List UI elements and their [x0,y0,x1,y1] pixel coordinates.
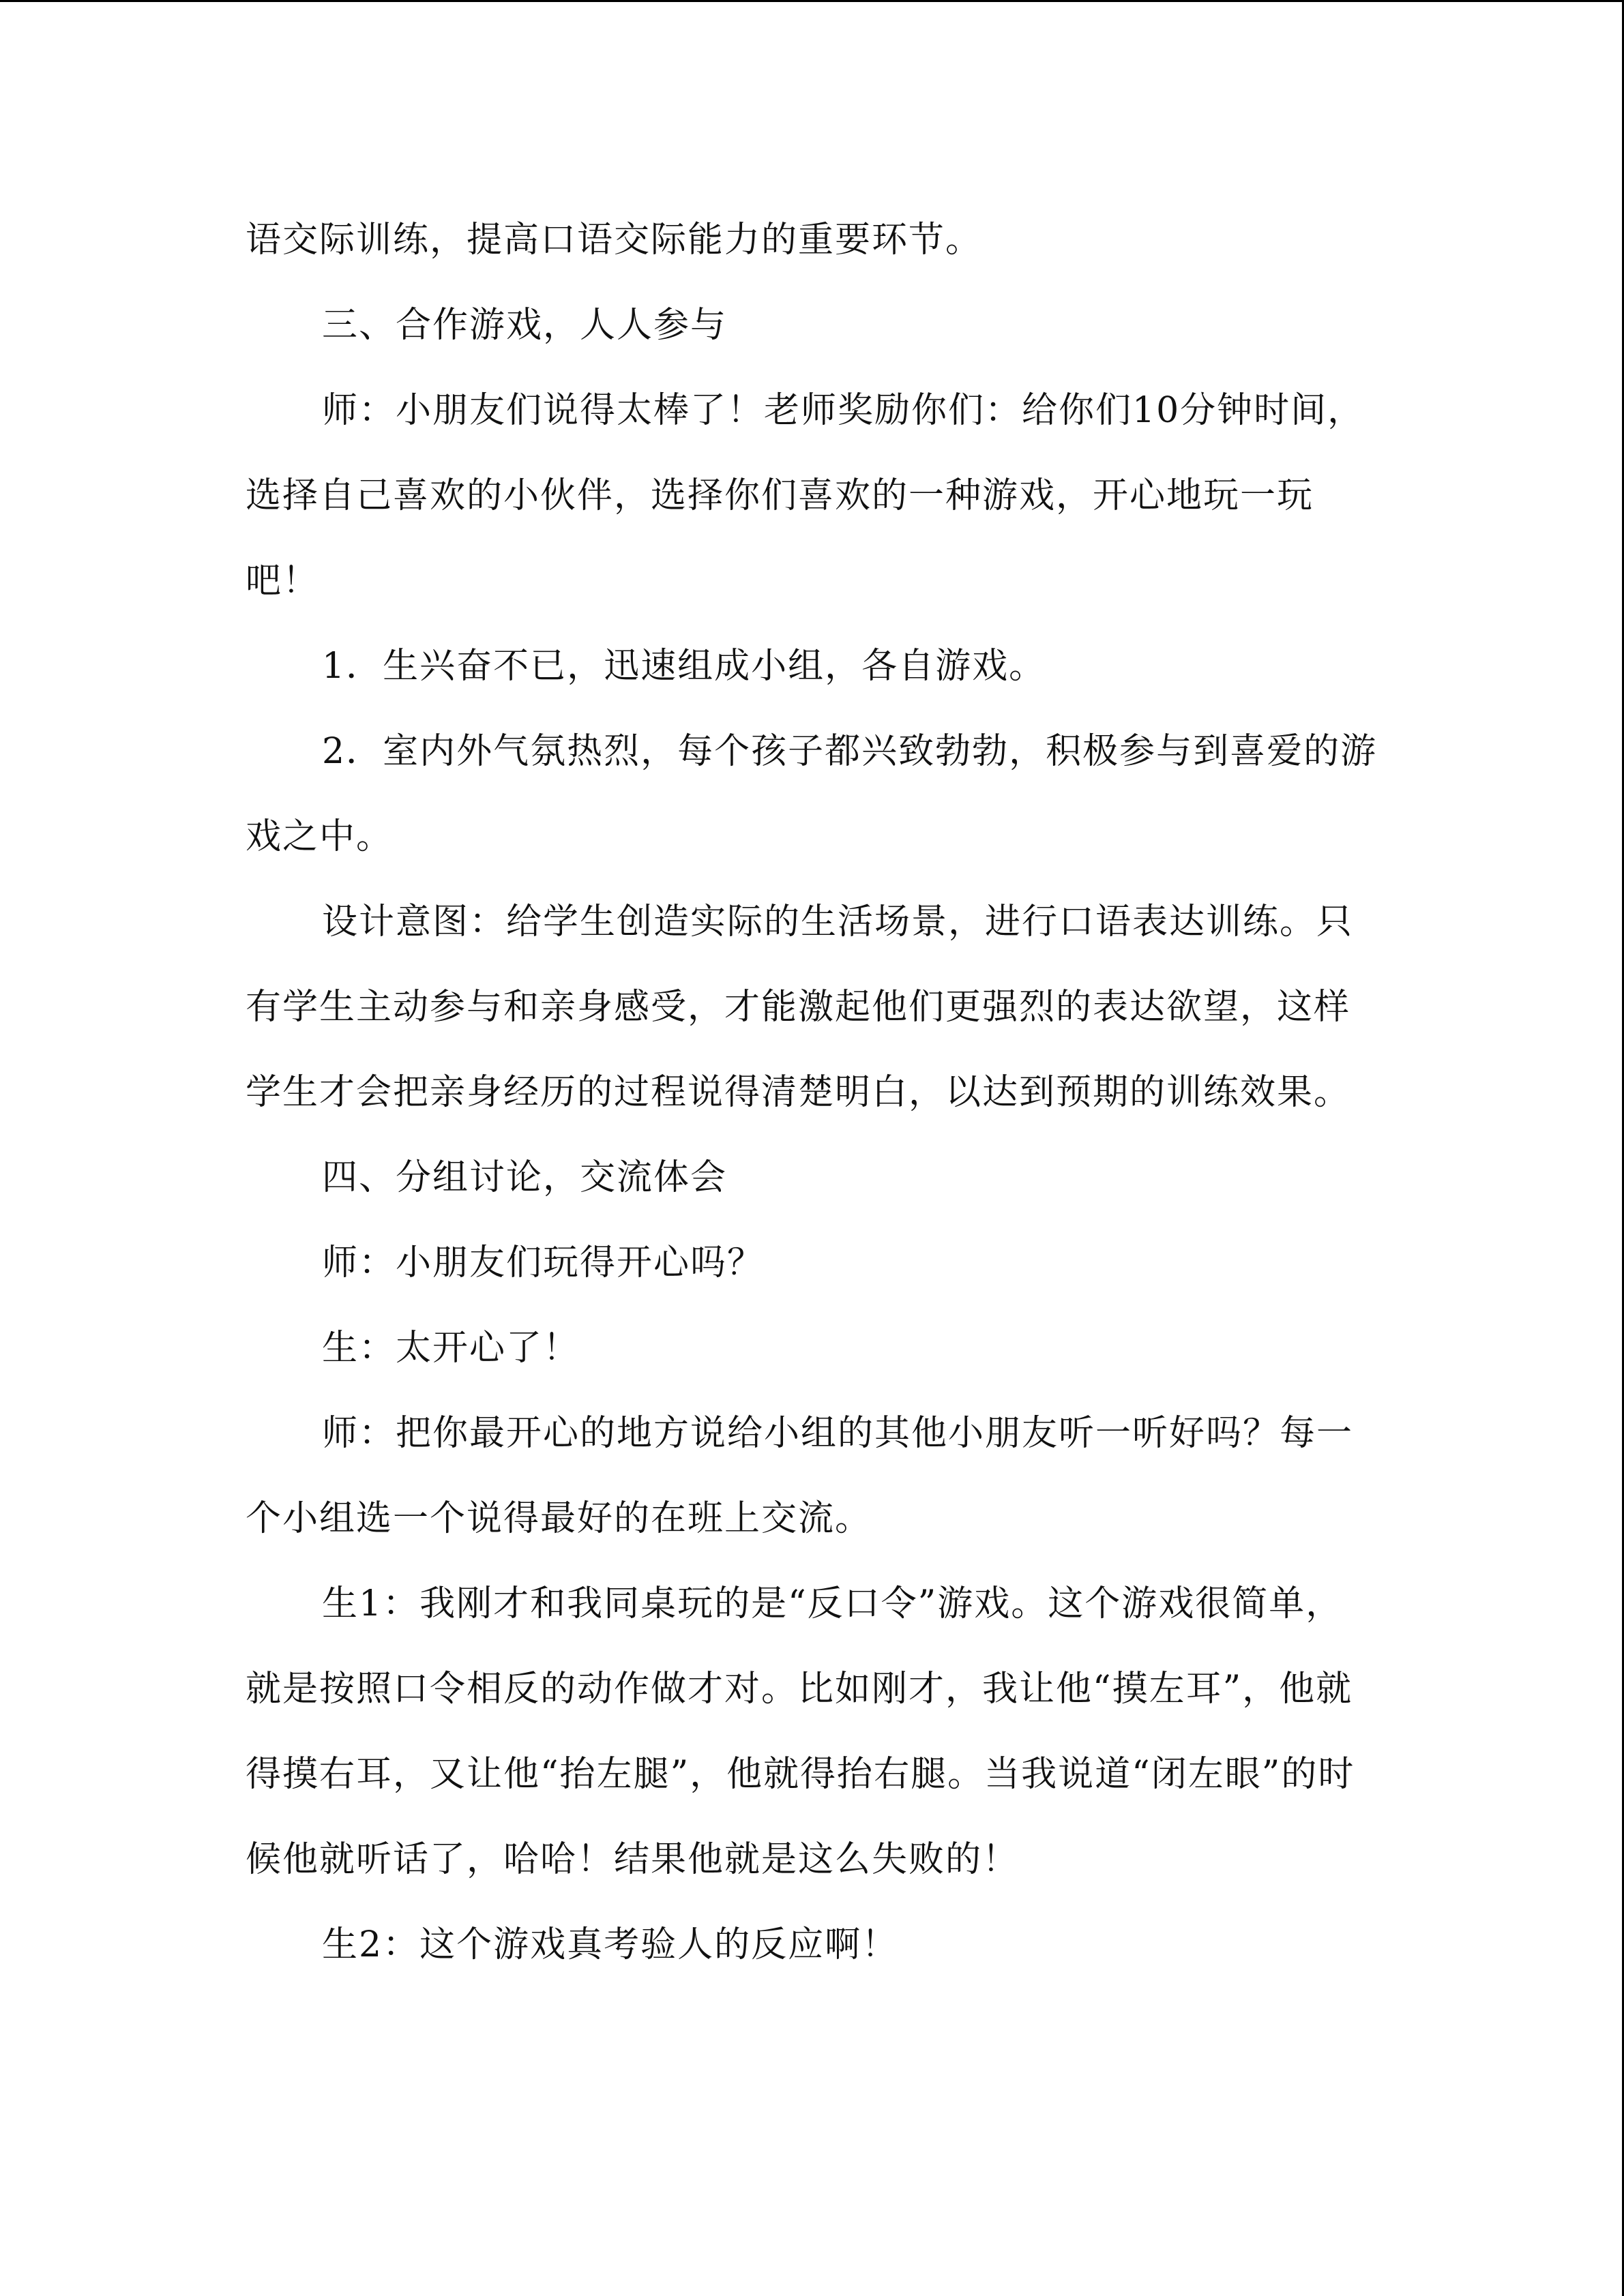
paragraph-student-3: 生2：这个游戏真考验人的反应啊！ [322,1924,899,1965]
paragraph-teacher-1: 师：小朋友们说得太棒了！老师奖励你们：给你们10分钟时间，选择自己喜欢的小伙伴，选择你们喜欢的一种游戏，开心地玩一玩吧！ [246,390,1365,601]
document-page [246,198,1378,1988]
section-heading-3: 三、合作游戏，人人参与 [322,305,728,346]
paragraph-item-2: 2．室内外气氛热烈，每个孩子都兴致勃勃，积极参与到喜爱的游戏之中。 [246,731,1378,857]
paragraph-teacher-3: 师：把你最开心的地方说给小组的其他小朋友听一听好吗？每一个小组选一个说得最好的在班上交流。 [246,1413,1354,1539]
paragraph-student-1: 生：太开心了！ [322,1328,580,1369]
paragraph-item-1: 1．生兴奋不已，迅速组成小组，各自游戏。 [322,646,1046,687]
paragraph-teacher-2: 师：小朋友们玩得开心吗？ [322,1242,765,1283]
paragraph-design-intent: 设计意图：给学生创造实际的生活场景，进行口语表达训练。只有学生主动参与和亲身感受，才能激起他们更强烈的表达欲望，这样学生才会把亲身经历的过程说得清楚明白，以达到预期的训练效果。 [246,901,1354,1113]
paragraph-student-2: 生1：我刚才和我同桌玩的是“反口令”游戏。这个游戏很简单，就是按照口令相反的动作做才对。比如刚才，我让他“摸左耳”，他就得摸右耳，又让他“抬左腿”，他就得抬右腿。当我说道“闭左眼”的时候他就听话了，哈哈！结果他就是这么失败的！ [246,1583,1355,1880]
section-heading-4: 四、分组讨论，交流体会 [322,1157,728,1198]
paragraph-1: 语交际训练，提高口语交际能力的重要环节。 [246,220,983,260]
top-border-line [0,0,1624,2]
